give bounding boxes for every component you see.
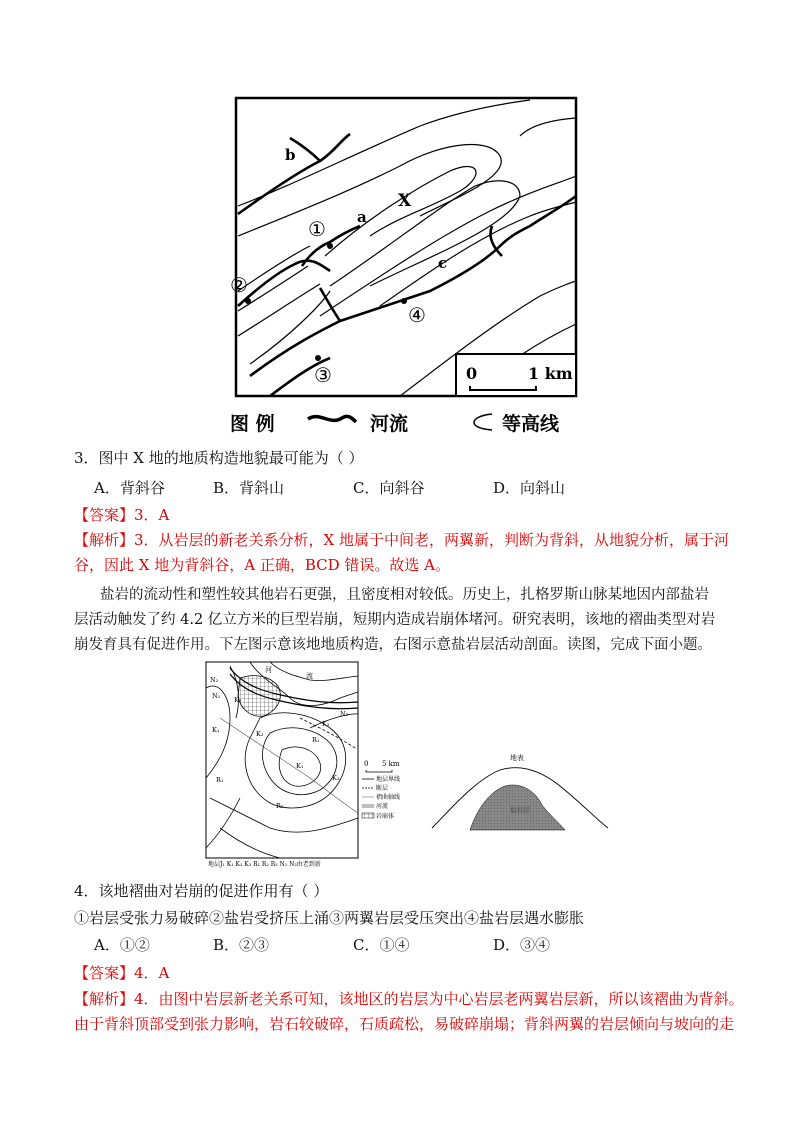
map2-strata-order: 地层J₁ K₁ K₂ K₃ R₁ R₂ R₃ N₁ N₂由老到新 (208, 861, 321, 868)
map2-legend-boundary: 地层界线 (376, 776, 400, 783)
map2-river-label: 河 (265, 666, 272, 674)
geologic-map-figure (200, 658, 400, 870)
unit-r2: R₂ (276, 802, 284, 810)
q3-analysis-line1 (74, 529, 734, 551)
legend-title: 图 例 (230, 413, 275, 435)
unit-n2-b: N₂ (340, 710, 349, 718)
unit-k3: K₃ (332, 774, 340, 782)
profile-salt-label: 盐岩层 (510, 806, 530, 814)
q4-analysis-line1 (74, 988, 744, 1010)
q4-analysis-line2: 由于背斜顶部受到张力影响，岩石较破碎，石质疏松，易破碎崩塌；背斜两翼的岩层倾向与坡向的走 (74, 1015, 735, 1033)
answer-value: 4．A (134, 964, 170, 982)
unit-r1-b: R₁ (312, 736, 320, 744)
q3-option-c[interactable]: C．向斜谷 (353, 479, 425, 497)
legend-river-symbol (308, 416, 356, 422)
q4-option-b[interactable]: B．②③ (213, 936, 270, 954)
map2-scale-value: 5 km (382, 760, 400, 768)
map2-river-label2: 流 (306, 672, 313, 680)
label-x: X (398, 191, 412, 211)
unit-n1: N₁ (212, 692, 221, 700)
q3-analysis-line2: 谷，因此 X 地为背斜谷，A 正确，BCD 错误。故选 A。 (74, 556, 450, 574)
contour-map-figure (230, 96, 582, 440)
label-b: b (285, 146, 296, 164)
analysis-tag: 【解析】 (74, 990, 135, 1008)
legend-river: 河流 (370, 413, 409, 435)
salt-profile-figure (430, 750, 610, 834)
scale-value: 1 km (528, 364, 573, 383)
passage-line1: 盐岩的流动性和塑性较其他岩石更强，且密度相对较低。历史上，扎格罗斯山脉某地因内部盐岩 (100, 587, 709, 603)
answer-tag: 【答案】 (74, 964, 135, 982)
analysis-text: 4．由图中岩层新老关系可知，该地区的岩层为中心岩层老两翼岩层新，所以该褶曲为背斜。 (134, 990, 744, 1008)
label-point-1: ① (308, 217, 326, 241)
scale-zero: 0 (466, 364, 478, 383)
label-point-4: ④ (408, 303, 426, 327)
map2-legend-fold-axis: 褶曲轴线 (376, 794, 400, 801)
analysis-tag: 【解析】 (74, 531, 135, 549)
map2-legend-landslide: 岩崩体 (376, 813, 395, 820)
label-point-2: ② (230, 273, 248, 297)
map2-legend-fault: 断层 (376, 785, 389, 792)
answer-tag: 【答案】 (74, 506, 135, 524)
q4-stem: 4．该地褶曲对岩崩的促进作用有（ ） (74, 882, 329, 900)
q3-option-a[interactable]: A．背斜谷 (94, 479, 165, 497)
q4-option-a[interactable]: A．①② (94, 936, 150, 954)
unit-k2-a: K₂ (234, 696, 242, 704)
unit-n2-a: N₂ (210, 676, 219, 684)
q4-answer (74, 962, 169, 984)
unit-r1-a: R₁ (216, 776, 224, 784)
unit-k2-b: K₂ (256, 730, 264, 738)
q3-stem: 3．图中 X 地的地质构造地貌最可能为（ ） (74, 449, 364, 467)
passage-line2: 层活动触发了约 4.2 亿立方米的巨型岩崩，短期内造成岩崩体堵河。研究表明，该地的褶曲类型对岩 (74, 612, 716, 628)
analysis-text: 3．从岩层的新老关系分析，X 地属于中间老，两翼新，判断为背斜，从地貌分析，属于河 (134, 531, 730, 549)
profile-surface-label: 地表 (510, 754, 524, 762)
label-point-3: ③ (314, 363, 332, 387)
q3-answer (74, 504, 169, 526)
q3-option-b[interactable]: B．背斜山 (213, 479, 285, 497)
q4-option-c[interactable]: C．①④ (353, 936, 410, 954)
answer-value: 3．A (134, 506, 170, 524)
unit-k1-b: K₁ (296, 762, 304, 770)
label-c: c (438, 254, 448, 272)
legend-contour-symbol (474, 414, 492, 430)
map2-scale-bar (366, 770, 392, 772)
map2-legend-river: 河流 (376, 803, 389, 810)
unit-k2-c: K₂ (322, 720, 330, 728)
legend-contour: 等高线 (502, 413, 560, 435)
map2-scale-zero: 0 (364, 760, 369, 768)
q4-statements: ①岩层受张力易破碎②盐岩受挤压上涌③两翼岩层受压突出④盐岩层遇水膨胀 (74, 909, 585, 927)
passage-line3: 崩发育具有促进作用。下左图示意该地地质构造，右图示意盐岩层活动剖面。读图，完成下面小题。 (74, 637, 712, 653)
label-a: a (357, 208, 367, 226)
contour-lines (238, 100, 576, 396)
unit-k1-a: K₁ (212, 726, 220, 734)
q4-option-d[interactable]: D．③④ (493, 936, 551, 954)
q3-option-d[interactable]: D．向斜山 (493, 479, 566, 497)
